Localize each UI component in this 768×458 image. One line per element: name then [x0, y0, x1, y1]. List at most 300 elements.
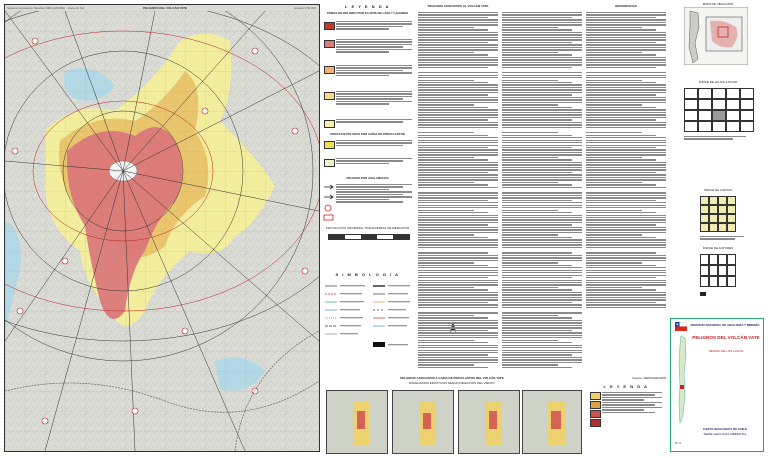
text-line: [502, 140, 582, 141]
text-line: [418, 272, 498, 273]
text-line: [418, 52, 474, 53]
text-line: [586, 239, 666, 240]
text-line: [586, 174, 666, 175]
text-line: [418, 72, 498, 73]
text-line: [502, 332, 582, 333]
text-line: [502, 44, 582, 45]
text-line: [586, 184, 656, 185]
text-line: [502, 112, 582, 113]
scale-caption: PROYECCIÓN UNIVERSAL TRANSVERSAL DE MERCATOR: [325, 226, 410, 230]
text-line: [418, 260, 498, 261]
text-line: [586, 292, 666, 293]
text-line: [586, 122, 666, 123]
symbology-title: S I M B O L O G Í A: [335, 272, 400, 277]
text-line: [418, 294, 498, 295]
text-line: [418, 265, 488, 266]
text-line: [418, 280, 498, 281]
text-line: [418, 335, 498, 336]
text-column-3: [502, 4, 582, 374]
text-line: [502, 147, 572, 148]
text-line: [586, 224, 656, 225]
right-panel: [670, 2, 766, 314]
text-line: [502, 224, 572, 225]
text-line: [586, 72, 666, 73]
pyroclast-section: [322, 376, 582, 454]
text-line: [502, 62, 582, 63]
text-line: [418, 275, 498, 276]
text-line: [586, 297, 666, 298]
text-line: [502, 207, 582, 208]
legend-swatch-1: [324, 22, 335, 30]
text-line: [418, 315, 474, 316]
text-line: [418, 197, 498, 198]
text-line: [502, 330, 572, 331]
legend-section-pyroclasts: ZONAS DE PELIGRO POR CAÍDA DE PIROCLASTOS: [330, 132, 405, 136]
text-line: [418, 354, 488, 355]
text-line: [418, 237, 488, 238]
text-line: [502, 362, 582, 363]
text-line: [586, 265, 656, 266]
text-line: [502, 277, 572, 278]
text-line: [586, 287, 642, 288]
chile-outline: [677, 335, 689, 425]
text-line: [586, 154, 666, 155]
text-line: [586, 162, 666, 163]
text-line: [586, 84, 666, 85]
text-line: [502, 325, 582, 326]
text-line: [586, 200, 656, 201]
text-line: [502, 187, 582, 188]
pyroclast-title: PELIGROS ASOCIADOS A CAÍDA DE PIROCLASTOS DEL VOLCÁN YATE: [400, 376, 504, 380]
text-line: [586, 80, 642, 81]
text-line: [418, 154, 498, 155]
text-line: [418, 124, 498, 125]
text-line: [418, 14, 498, 15]
text-line: [418, 210, 474, 211]
text-line: [586, 99, 666, 100]
text-line: [502, 282, 582, 283]
text-line: [502, 217, 582, 218]
text-line: [502, 94, 572, 95]
symbology-lines: [323, 282, 413, 362]
series-number: N° 2: [675, 441, 681, 445]
text-line: [502, 215, 582, 216]
text-line: [502, 229, 582, 230]
main-title: PELIGROS DEL VOLCÁN YATE: [692, 335, 760, 340]
text-line: [502, 24, 582, 25]
text-line: [418, 127, 498, 128]
text-line: [418, 297, 498, 298]
text-line: [502, 210, 558, 211]
text-line: [502, 294, 582, 295]
text-line: [502, 75, 582, 76]
text-line: [502, 159, 572, 160]
text-line: [586, 222, 666, 223]
text-line: [586, 27, 642, 28]
text-line: [586, 132, 642, 133]
text-line: [418, 87, 498, 88]
agency-name: SERVICIO NACIONAL DE GEOLOGÍA Y MINERÍA: [690, 323, 760, 327]
text-line: [502, 340, 558, 341]
text-line: [586, 145, 666, 146]
text-line: [418, 345, 498, 346]
text-line: [418, 337, 498, 338]
text-line: [502, 135, 572, 136]
text-line: [418, 44, 498, 45]
text-line: [586, 64, 666, 65]
text-line: [586, 124, 666, 125]
region-name: REGIÓN DE LOS LAGOS: [708, 349, 744, 353]
text-line: [418, 84, 498, 85]
text-line: [586, 202, 666, 203]
text-line: [586, 142, 666, 143]
text-line: [586, 117, 666, 118]
text-line: [586, 219, 666, 220]
text-line: [418, 172, 488, 173]
text-line: [418, 267, 498, 268]
text-line: [418, 359, 498, 360]
text-line: [586, 192, 666, 193]
text-line: [418, 322, 498, 323]
text-line: [502, 54, 572, 55]
text-line: [418, 22, 498, 23]
text-line: [418, 132, 474, 133]
text-line: [586, 119, 656, 120]
text-line: [418, 49, 498, 50]
text-line: [418, 302, 488, 303]
text-line: [586, 102, 666, 103]
text-line: [502, 284, 582, 285]
text-line: [502, 104, 558, 105]
location-map: [684, 7, 748, 65]
text-line: [502, 244, 582, 245]
text-line: [502, 237, 572, 238]
text-line: [502, 304, 582, 305]
text-line: [502, 270, 582, 271]
text-line: [502, 14, 582, 15]
text-line: [502, 275, 582, 276]
text-line: [418, 119, 488, 120]
text-line: [418, 89, 498, 90]
text-line: [586, 205, 666, 206]
text-line: [586, 272, 666, 273]
text-line: [586, 54, 656, 55]
text-line: [502, 84, 582, 85]
text-line: [586, 44, 666, 45]
text-line: [418, 37, 498, 38]
text-line: [418, 59, 498, 60]
text-line: [586, 75, 666, 76]
text-line: [502, 99, 582, 100]
text-line: [586, 49, 666, 50]
text-line: [586, 47, 666, 48]
text-line: [502, 87, 582, 88]
text-line: [586, 39, 666, 40]
scenario-map-3[interactable]: [458, 390, 520, 454]
text-line: [418, 92, 498, 93]
text-line: [586, 304, 666, 305]
text-line: [418, 215, 498, 216]
text-line: [502, 342, 572, 343]
text-line: [502, 202, 582, 203]
text-line: [502, 347, 582, 348]
text-line: [418, 202, 498, 203]
text-line: [502, 299, 582, 300]
text-line: [586, 159, 656, 160]
text-line: [586, 217, 666, 218]
text-line: [502, 197, 582, 198]
text-line: [502, 192, 582, 193]
text-line: [586, 262, 642, 263]
text-line: [502, 239, 582, 240]
text-line: [418, 312, 498, 313]
text-line: [418, 64, 498, 65]
text-line: [586, 104, 642, 105]
text-line: [586, 252, 656, 253]
text-line: [418, 320, 498, 321]
text-line: [502, 232, 582, 233]
authors-index-grid: [700, 254, 736, 288]
scenario-map-4[interactable]: [522, 390, 582, 454]
text-line: [502, 265, 572, 266]
text-line: [586, 210, 642, 211]
text-line: [418, 307, 498, 308]
text-line: [418, 80, 474, 81]
text-line: [502, 317, 572, 318]
text-line: [502, 359, 582, 360]
text-col2-title: PELIGROS ASOCIADOS AL VOLCÁN YATE: [427, 4, 489, 8]
scenario-map-2[interactable]: [392, 390, 454, 454]
text-line: [418, 292, 498, 293]
text-line: [502, 327, 582, 328]
text-line: [502, 252, 572, 253]
text-line: [502, 262, 558, 263]
text-line: [586, 169, 666, 170]
text-line: [502, 350, 582, 351]
text-line: [418, 184, 488, 185]
text-line: [502, 352, 582, 353]
text-line: [586, 282, 666, 283]
text-line: [418, 195, 498, 196]
text-line: [586, 67, 656, 68]
chart-index-grid: [700, 196, 736, 232]
text-line: [586, 114, 666, 115]
text-line: [418, 277, 488, 278]
hazard-map[interactable]: [5, 11, 319, 451]
text-line: [502, 257, 582, 258]
text-line: [418, 255, 498, 256]
text-line: [418, 247, 498, 248]
text-line: [502, 335, 582, 336]
text-line: [586, 112, 666, 113]
text-line: [418, 182, 474, 183]
title-block: [670, 318, 764, 452]
text-line: [502, 39, 582, 40]
text-line: [502, 357, 582, 358]
avalanche-symbols: [323, 184, 335, 224]
text-line: [586, 157, 642, 158]
text-line: [502, 337, 582, 338]
text-line: [502, 34, 582, 35]
text-line: [418, 34, 498, 35]
map-header-right: Escala 1:50.000: [294, 6, 316, 10]
text-line: [502, 102, 582, 103]
text-line: [418, 42, 488, 43]
text-line: [502, 307, 582, 308]
text-line: [502, 132, 558, 133]
text-line: [418, 32, 498, 33]
text-line: [502, 157, 558, 158]
text-line: [418, 29, 488, 30]
text-line: [502, 64, 582, 65]
legend-swatch-5: [324, 120, 335, 128]
text-line: [502, 114, 582, 115]
text-line: [502, 89, 582, 90]
text-line: [418, 114, 498, 115]
text-line: [586, 137, 666, 138]
text-line: [418, 140, 498, 141]
text-line: [502, 127, 582, 128]
text-line: [418, 287, 474, 288]
text-line: [418, 187, 498, 188]
text-line: [502, 149, 582, 150]
legend-swatch-6: [324, 141, 335, 149]
legend-swatch-4: [324, 92, 335, 100]
text-line: [418, 207, 498, 208]
text-line: [418, 257, 498, 258]
text-line: [586, 212, 656, 213]
text-line: [586, 82, 656, 83]
text-line: [586, 164, 666, 165]
text-line: [586, 94, 656, 95]
text-line: [418, 77, 498, 78]
text-line: [502, 260, 582, 261]
text-line: [586, 299, 666, 300]
text-line: [586, 57, 666, 58]
text-line: [418, 212, 488, 213]
text-line: [586, 227, 666, 228]
text-line: [586, 255, 666, 256]
text-line: [418, 289, 488, 290]
text-line: [502, 177, 582, 178]
text-line: [502, 137, 582, 138]
text-line: [586, 187, 666, 188]
text-line: [418, 135, 488, 136]
text-line: [418, 367, 488, 368]
text-line: [418, 217, 498, 218]
text-line: [502, 320, 582, 321]
sheet-index-grid: [684, 88, 754, 132]
text-line: [502, 29, 572, 30]
text-line: [502, 119, 572, 120]
text-line: [502, 242, 582, 243]
text-line: [586, 77, 666, 78]
pyroclast-legend-title: L E Y E N D A: [603, 384, 649, 389]
text-line: [418, 330, 488, 331]
text-line: [418, 357, 498, 358]
text-line: [502, 49, 582, 50]
text-line: [502, 354, 572, 355]
text-line: [502, 227, 582, 228]
text-line: [418, 67, 488, 68]
text-line: [586, 294, 666, 295]
text-line: [418, 164, 498, 165]
location-map-title: MAPA DE UBICACIÓN: [702, 2, 734, 6]
legend-swatch-3: [324, 66, 335, 74]
text-line: [418, 159, 488, 160]
text-column-2: [418, 4, 498, 374]
text-line: [586, 207, 666, 208]
text-line: [586, 260, 666, 261]
text-line: [502, 322, 582, 323]
text-line: [586, 172, 656, 173]
legend-section-avalanche: PELIGRO POR AVALANCHAS: [346, 176, 389, 180]
text-line: [502, 27, 558, 28]
text-line: [586, 232, 666, 233]
text-line: [418, 229, 498, 230]
text-line: [418, 179, 498, 180]
text-line: [418, 362, 498, 363]
text-line: [502, 272, 582, 273]
scenario-map-1[interactable]: [326, 390, 388, 454]
text-line: [418, 232, 498, 233]
legend-column: [320, 4, 415, 374]
text-line: [586, 242, 666, 243]
text-line: [418, 149, 498, 150]
text-line: [418, 24, 498, 25]
text-line: [502, 22, 582, 23]
legend-swatch-7: [324, 159, 335, 167]
text-line: [502, 107, 572, 108]
text-line: [502, 169, 582, 170]
text-line: [418, 12, 498, 13]
chile-flag-icon: [675, 322, 687, 331]
text-line: [418, 364, 474, 365]
text-line: [586, 12, 666, 13]
authors-index-title: ÍNDICE DE AUTORES: [702, 246, 734, 250]
text-line: [586, 62, 666, 63]
text-line: [586, 22, 666, 23]
text-line: [586, 32, 666, 33]
text-line: [502, 212, 572, 213]
text-line: [586, 234, 642, 235]
text-line: [418, 19, 498, 20]
text-line: [586, 275, 666, 276]
legend-subtitle: ZONAS DE PELIGRO POR FLUJOS DE LAVA Y LAHARES: [326, 11, 409, 15]
text-line: [586, 229, 666, 230]
text-line: [418, 39, 498, 40]
text-line: [418, 224, 488, 225]
text-line: [502, 167, 582, 168]
text-line: [502, 364, 558, 365]
text-line: [502, 247, 582, 248]
text-line: [502, 205, 582, 206]
text-line: [418, 304, 498, 305]
text-line: [418, 99, 498, 100]
text-line: [586, 247, 666, 248]
text-line: [502, 234, 558, 235]
text-line: [502, 42, 572, 43]
text-line: [418, 167, 498, 168]
text-line: [502, 37, 582, 38]
text-line: [586, 24, 666, 25]
text-line: [418, 117, 498, 118]
text-line: [502, 267, 582, 268]
text-line: [502, 292, 582, 293]
text-line: [586, 140, 666, 141]
text-line: [502, 182, 558, 183]
text-line: [586, 14, 666, 15]
